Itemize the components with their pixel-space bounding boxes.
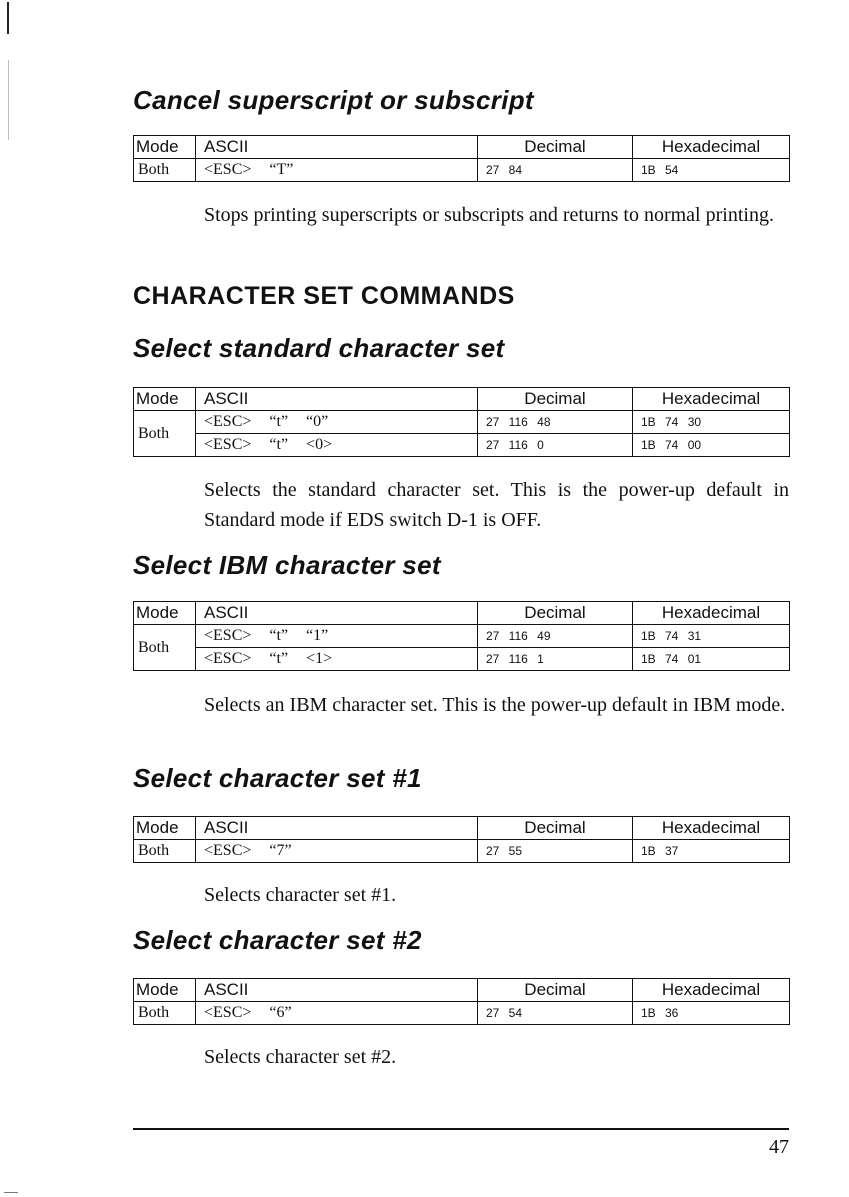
header-hex: Hexadecimal [633,979,790,1002]
hex-cell: 1B 54 [633,159,790,182]
command-table-cancel-superscript [133,135,790,182]
header-ascii: ASCII [196,602,478,625]
hex-cell: 1B 74 01 [633,648,790,671]
mode-cell: Both [134,411,196,457]
decimal-cell: 27 55 [478,840,633,863]
ascii-cell: <ESC> “t” “0” [196,411,478,434]
header-ascii: ASCII [196,979,478,1002]
ascii-cell: <ESC> “t” <0> [196,434,478,457]
table-row [134,1002,790,1025]
header-mode: Mode [134,602,196,625]
decimal-cell: 27 116 48 [478,411,633,434]
table-row [134,648,790,671]
section-description: Selects character set #2. [204,1046,397,1068]
ascii-cell: <ESC> “6” [196,1002,478,1025]
command-table-standard-charset [133,387,790,457]
command-table-charset-1 [133,816,790,863]
ascii-cell: <ESC> “t” <1> [196,648,478,671]
ascii-cell: <ESC> “t” “1” [196,625,478,648]
header-hex: Hexadecimal [633,817,790,840]
hex-cell: 1B 74 31 [633,625,790,648]
section-title-ibm-charset: Select IBM character set [133,550,441,580]
mode-cell: Both [134,1002,196,1025]
mode-cell: Both [134,840,196,863]
table-header-row [134,979,790,1002]
section-description: Selects the standard character set. This is the power-up default in Standard mode if EDS switch D-1 is OFF. [204,479,789,531]
header-decimal: Decimal [478,979,633,1002]
header-ascii: ASCII [196,388,478,411]
margin-speck [8,60,9,140]
header-mode: Mode [134,979,196,1002]
header-mode: Mode [134,817,196,840]
table-header-row [134,388,790,411]
footer-rule [133,1128,789,1130]
mode-cell: Both [134,159,196,182]
mode-cell: Both [134,625,196,671]
command-table-ibm-charset [133,601,790,671]
header-decimal: Decimal [478,388,633,411]
header-ascii: ASCII [196,136,478,159]
table-header-row [134,602,790,625]
table-row [134,411,790,434]
chapter-heading: CHARACTER SET COMMANDS [133,282,515,310]
decimal-cell: 27 116 0 [478,434,633,457]
section-description: Selects character set #1. [204,884,397,906]
table-row [134,434,790,457]
ascii-cell: <ESC> “T” [196,159,478,182]
hex-cell: 1B 74 30 [633,411,790,434]
page-number: 47 [769,1136,789,1158]
header-decimal: Decimal [478,602,633,625]
table-row [134,840,790,863]
section-title-standard-charset: Select standard character set [133,333,505,363]
section-title-charset-2: Select character set #2 [133,925,422,955]
decimal-cell: 27 116 49 [478,625,633,648]
table-row [134,625,790,648]
header-hex: Hexadecimal [633,388,790,411]
section-title-cancel-superscript: Cancel superscript or subscript [133,85,534,115]
section-description: Selects an IBM character set. This is the power-up default in IBM mode. [204,694,786,716]
decimal-cell: 27 84 [478,159,633,182]
table-row [134,159,790,182]
hex-cell: 1B 36 [633,1002,790,1025]
margin-bar [7,2,9,34]
header-hex: Hexadecimal [633,136,790,159]
section-title-charset-1: Select character set #1 [133,763,422,793]
header-mode: Mode [134,136,196,159]
header-mode: Mode [134,388,196,411]
section-description: Stops printing superscripts or subscripts and returns to normal printing. [204,204,774,226]
ascii-cell: <ESC> “7” [196,840,478,863]
decimal-cell: 27 116 1 [478,648,633,671]
header-decimal: Decimal [478,817,633,840]
footer-mark [4,1192,18,1193]
table-header-row [134,817,790,840]
command-table-charset-2 [133,978,790,1025]
header-decimal: Decimal [478,136,633,159]
decimal-cell: 27 54 [478,1002,633,1025]
header-ascii: ASCII [196,817,478,840]
header-hex: Hexadecimal [633,602,790,625]
table-header-row [134,136,790,159]
hex-cell: 1B 74 00 [633,434,790,457]
hex-cell: 1B 37 [633,840,790,863]
